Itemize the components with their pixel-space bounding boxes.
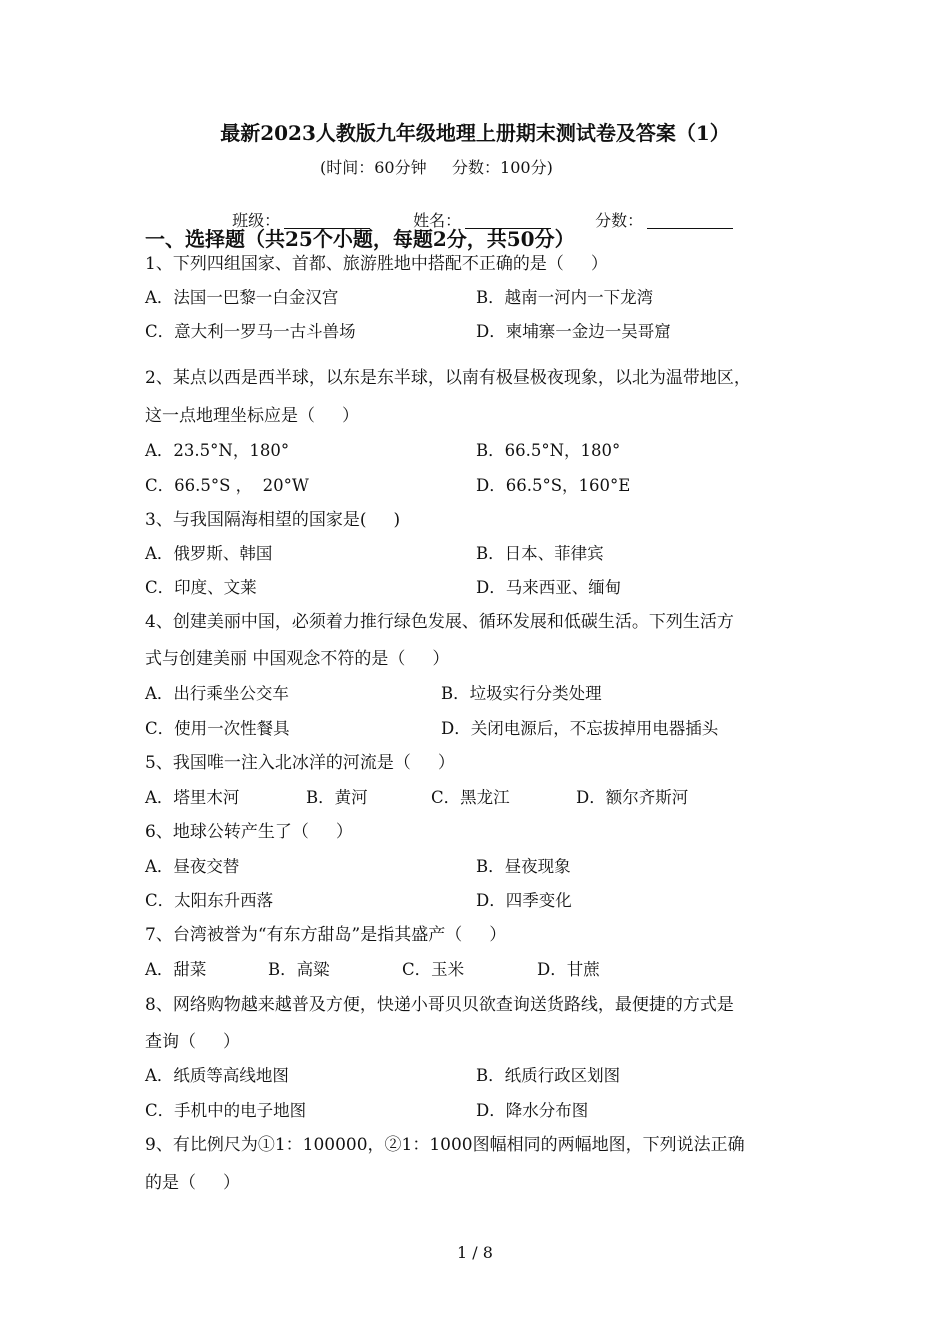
question-8-stem-line1: 8、网络购物越来越普及方便，快递小哥贝贝欲查询送货路线，最便捷的方式是 — [145, 995, 734, 1015]
question-5-option-a: A．塔里木河 — [145, 788, 240, 807]
question-2-option-d: D．66.5°S，160°E — [476, 476, 631, 495]
question-1-option-a: A．法国一巴黎一白金汉宫 — [145, 288, 339, 307]
question-6-option-b: B．昼夜现象 — [476, 857, 571, 876]
page-number: 1 / 8 — [457, 1243, 493, 1262]
question-3-option-d: D．马来西亚、缅甸 — [476, 578, 622, 597]
question-2-option-b: B．66.5°N，180° — [476, 441, 621, 460]
question-7-option-d: D．甘蔗 — [537, 960, 600, 979]
question-7-option-a: A．甜菜 — [145, 960, 207, 979]
question-2-stem-line1: 2、某点以西是西半球，以东是东半球，以南有极昼极夜现象，以北为温带地区， — [145, 368, 751, 388]
question-4-option-b: B．垃圾实行分类处理 — [441, 684, 602, 703]
question-2-stem-line2: 这一点地理坐标应是（ ） — [145, 406, 360, 426]
question-4-stem-line1: 4、创建美丽中国，必须着力推行绿色发展、循环发展和低碳生活。下列生活方 — [145, 612, 734, 632]
question-7-option-c: C．玉米 — [402, 960, 465, 979]
question-8-option-d: D．降水分布图 — [476, 1101, 589, 1120]
question-5-option-c: C．黑龙江 — [431, 788, 510, 807]
page-title: 最新2023人教版九年级地理上册期末测试卷及答案（1） — [220, 121, 730, 145]
question-8-option-b: B．纸质行政区划图 — [476, 1066, 621, 1085]
question-4-option-d: D．关闭电源后，不忘拔掉用电器插头 — [441, 719, 719, 738]
question-3-option-b: B．日本、菲律宾 — [476, 544, 604, 563]
question-1-stem: 1、下列四组国家、首都、旅游胜地中搭配不正确的是（ ） — [145, 254, 608, 274]
question-6-option-a: A．昼夜交替 — [145, 857, 240, 876]
question-4-stem-line2: 式与创建美丽 中国观念不符的是（ ） — [145, 649, 450, 669]
name-label: 姓名： — [413, 211, 462, 230]
question-5-option-b: B．黄河 — [306, 788, 368, 807]
question-1-option-c: C．意大利一罗马一古斗兽场 — [145, 322, 356, 341]
question-5-stem: 5、我国唯一注入北冰洋的河流是（ ） — [145, 753, 455, 773]
question-4-option-c: C．使用一次性餐具 — [145, 719, 290, 738]
question-2-option-a: A．23.5°N，180° — [145, 441, 290, 460]
question-3-stem: 3、与我国隔海相望的国家是( ) — [145, 510, 401, 530]
question-3-option-c: C．印度、文莱 — [145, 578, 257, 597]
question-9-stem-line1: 9、有比例尺为①1：100000，②1：1000图幅相同的两幅地图，下列说法正确 — [145, 1135, 745, 1155]
question-4-option-a: A．出行乘坐公交车 — [145, 684, 289, 703]
question-9-stem-line2: 的是（ ） — [145, 1173, 241, 1193]
score-label: 分数： — [595, 211, 644, 230]
question-1-option-d: D．柬埔寨一金边一吴哥窟 — [476, 322, 671, 341]
question-7-option-b: B．高粱 — [268, 960, 330, 979]
exam-time-score: (时间：60分钟 分数：100分) — [320, 158, 553, 177]
name-field — [403, 196, 551, 229]
question-6-option-c: C．太阳东升西落 — [145, 891, 274, 910]
score-blank — [647, 212, 733, 229]
question-8-stem-line2: 查询（ ） — [145, 1032, 241, 1052]
question-3-option-a: A．俄罗斯、韩国 — [145, 544, 273, 563]
question-8-option-a: A．纸质等高线地图 — [145, 1066, 289, 1085]
question-6-option-d: D．四季变化 — [476, 891, 572, 910]
section-heading: 一、选择题（共25个小题，每题2分，共50分） — [145, 227, 575, 251]
class-label: 班级： — [232, 211, 281, 230]
question-1-option-b: B．越南一河内一下龙湾 — [476, 288, 654, 307]
question-6-stem: 6、地球公转产生了（ ） — [145, 822, 353, 842]
score-field — [585, 196, 733, 229]
question-7-stem: 7、台湾被誉为“有东方甜岛”是指其盛产（ ） — [145, 925, 507, 945]
class-field — [222, 196, 370, 229]
question-2-option-c: C．66.5°S ， 20°W — [145, 476, 309, 495]
question-8-option-c: C．手机中的电子地图 — [145, 1101, 307, 1120]
question-5-option-d: D．额尔齐斯河 — [576, 788, 689, 807]
